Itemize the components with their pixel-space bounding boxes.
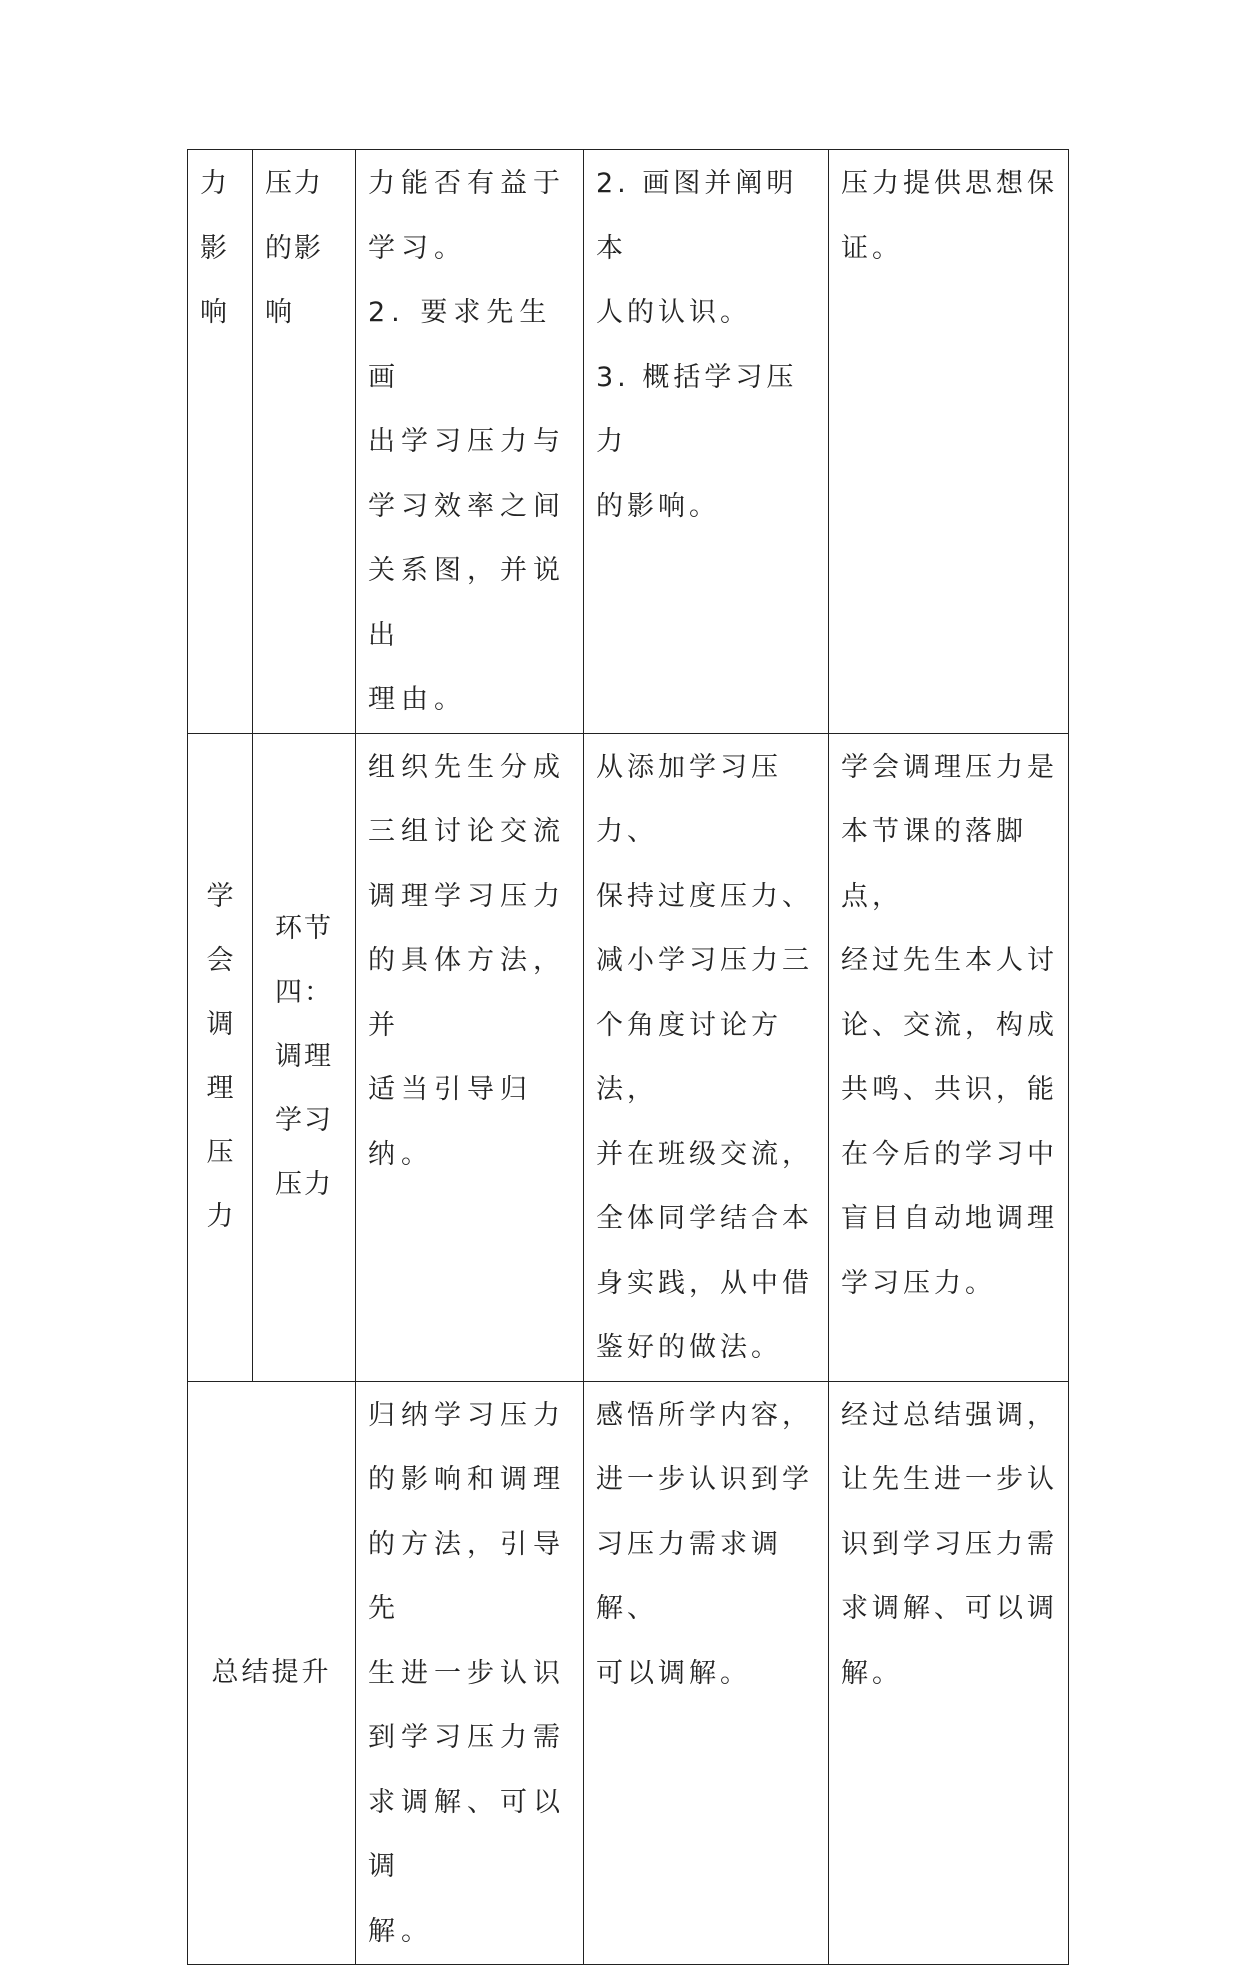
design-intent-cell <box>829 150 1069 734</box>
teacher-activity-text: 归纳学习压力 的影响和调理 的方法，引导先 生进一步认识 到学习压力需 求调解、可以调 解。 <box>368 1399 566 1947</box>
stage-text: 力 影 响 <box>200 168 227 328</box>
step-text: 环节 四： 调理 学习 压力 <box>275 913 333 1200</box>
stage-cell <box>188 150 253 734</box>
teacher-activity-cell <box>356 150 584 734</box>
student-activity-text: 感悟所学内容， 进一步认识到学 习压力需求调解、 可以调解。 <box>596 1399 813 1689</box>
step-text: 压力 的影 响 <box>265 168 323 328</box>
student-activity-cell <box>584 733 829 1381</box>
teacher-activity-cell <box>356 733 584 1381</box>
step-cell <box>253 150 356 734</box>
summary-stage-text: 总结提升 <box>211 1656 332 1688</box>
summary-stage-cell <box>188 1381 356 1965</box>
design-intent-text: 经过总结强调， 让先生进一步认 识到学习压力需 求调解、可以调 解。 <box>841 1399 1058 1689</box>
teacher-activity-text: 组织先生分成 三组讨论交流 调理学习压力 的具体方法，并 适当引导归纳。 <box>368 751 566 1170</box>
student-activity-text: 2. 画图并阐明本 人的认识。 3. 概括学习压力 的影响。 <box>596 168 798 522</box>
teacher-activity-cell <box>356 1381 584 1965</box>
student-activity-cell <box>584 1381 829 1965</box>
table-row <box>188 733 1069 1381</box>
step-cell <box>253 733 356 1381</box>
lesson-plan-table <box>187 149 1069 1965</box>
design-intent-cell <box>829 733 1069 1381</box>
stage-cell <box>188 733 253 1381</box>
student-activity-cell <box>584 150 829 734</box>
student-activity-text: 从添加学习压力、 保持过度压力、 减小学习压力三 个角度讨论方法， 并在班级交流， 全体同学结合本 身实践，从中借 鉴好的做法。 <box>596 751 813 1363</box>
design-intent-cell <box>829 1381 1069 1965</box>
table-row <box>188 1381 1069 1965</box>
design-intent-text: 学会调理压力是 本节课的落脚点， 经过先生本人讨 论、交流，构成 共鸣、共识，能 在今后的学习中 盲目自动地调理 学习压力。 <box>841 751 1058 1299</box>
table-row <box>188 150 1069 734</box>
stage-text: 学 会 调 理 压 力 <box>206 881 234 1232</box>
design-intent-text: 压力提供思想保 证。 <box>841 168 1058 264</box>
teacher-activity-text: 力能否有益于 学习。 2. 要求先生画 出学习压力与 学习效率之间 关系图，并说出 理由。 <box>368 168 566 715</box>
